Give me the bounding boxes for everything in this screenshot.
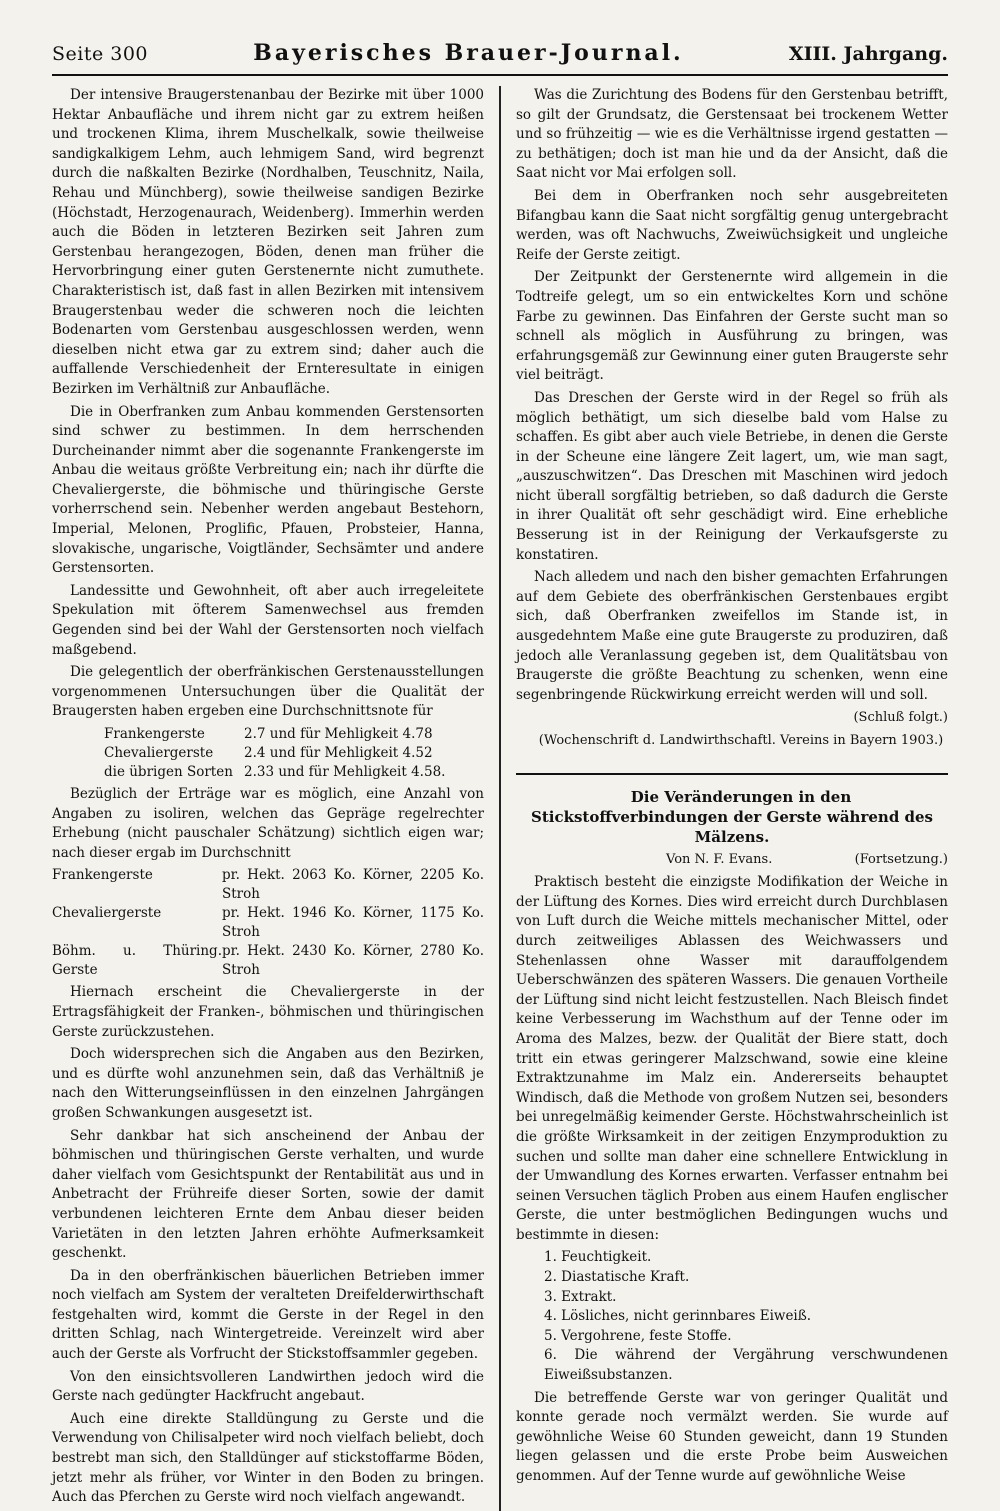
column-divider (499, 86, 501, 1511)
paragraph: Die in Oberfranken zum Anbau kommenden Gerstensorten sind schwer zu bestimmen. In dem herrschenden Durcheinander nimmt aber die sogenannte Frankengerste im Anbau die weitaus größte Verbreitung ein; nach ihr dürfte die Chevaliergerste, die böhmische und thüringische Gerste vorherrschend sein. Nebenher werden angebaut Bestehorn, Imperial, Melonen, Proglific, Pfauen, Probsteier, Hanna, slovakische, ungarische, Voigtländer, Sechsämter und andere Gerstensorten. (52, 403, 484, 577)
table-row: Böhm. u. Thüring. Gerste pr. Hekt. 2430 Ko. Körner, 2780 Ko. Stroh (52, 943, 484, 979)
table-row: die übrigen Sorten 2.33 und für Mehligkeit 4.58. (104, 764, 446, 780)
yield-table (52, 866, 484, 980)
paragraph: Praktisch besteht die einzigste Modifikation der Weiche in der Lüftung des Kornes. Dies wird erreicht durch Durchblasen von Luft durch die Weiche mittels mechanischer Mittel, oder durch zeitweiliges Ablassen des Weichwassers und Stehenlassen ohne Wasser mit darauffolgendem Ueberschwänzen des späteren Wassers. Die genauen Vortheile der Lüftung sind nicht leicht festzustellen. Nach Bleisch findet keine Verbesserung im Wachsthum auf der Tenne oder im Aroma des Malzes, bezw. der Qualität der Biere statt, doch tritt ein etwas geringerer Malzschwand, sowie eine kleine Extraktzunahme im Malz ein. Andererseits behauptet Windisch, daß die Methode von großem Nutzen sei, besonders bei unregelmäßig keimender Gerste. Höchstwahrscheinlich ist die größte Wirksamkeit in der zeitigen Enzymproduktion zu suchen und sollte man daher eine schnellere Entwicklung in der Umwandlung des Kornes erwarten. Verfasser entnahm bei seinen Versuchen täglich Proben aus einem Haufen englischer Gerste, die unter bestmöglichen Bedingungen wuchs und bestimmte in diesen: (516, 874, 948, 1243)
list-item: 1. Feuchtigkeit. (544, 1249, 652, 1266)
paragraph: Bei dem in Oberfranken noch sehr ausgebreiteten Bifangbau kann die Saat nicht sorgfältig genug untergebracht werden, was oft Nachwuchs, Zweiwüchsigkeit und ungleiche Reife der Gerste zeitigt. (516, 187, 948, 263)
paragraph: Von den einsichtsvolleren Landwirthen jedoch wird die Gerste nach gedüngter Hackfrucht angebaut. (52, 1368, 484, 1405)
paragraph: Sehr dankbar hat sich anscheinend der Anbau der böhmischen und thüringischen Gerste verhalten, und wurde daher vielfach vom Gesichtspunkt der Rentabilität aus und in Anbetracht der Frühreife dieser Sorten, sowie der damit verbundenen leichteren Ernte dem Anbau dieser beiden Varietäten in den letzten Jahren erhöhte Aufmerksamkeit geschenkt. (52, 1127, 484, 1262)
paragraph: Das Dreschen der Gerste wird in der Regel so früh als möglich bethätigt, um sich dieselbe bald vom Halse zu schaffen. Es gibt aber auch viele Betriebe, in denen die Gerste in der Scheune eine längere Zeit lagert, um, wie man sagt, „auszuschwitzen“. Das Dreschen mit Maschinen wird jedoch nicht überall sorgfältig betrieben, so daß dadurch die Gerste in ihrer Qualität oft sehr geschädigt wird. Eine erhebliche Besserung ist in der Reinigung der Verkaufsgerste zu konstatiren. (516, 389, 948, 563)
paragraph: Landessitte und Gewohnheit, oft aber auch irregeleitete Spekulation mit öfterem Samenwechsel aus fremden Gegenden sind bei der Wahl der Gerstensorten noch vielfach maßgebend. (52, 582, 484, 658)
page-header (52, 40, 948, 76)
paragraph: Nach alledem und nach den bisher gemachten Erfahrungen auf dem Gebiete des oberfränkischen Gerstenbaues ergibt sich, daß Oberfranken zweifellos im Stande ist, in ausgedehntem Maße eine gute Braugerste zu produziren, daß jedoch alle Veranlassung gegeben ist, dem Qualitätsbau von Braugerste die größte Beachtung zu schenken, wenn eine segenbringende Rückwirkung erreicht werden will und soll. (516, 569, 948, 703)
text-columns (52, 86, 948, 1511)
paragraph: Doch widersprechen sich die Angaben aus den Bezirken, und es dürfte wohl anzunehmen sein, daß das Verhältniß je nach den Witterungseinflüssen in den einzelnen Jahrgängen großen Schwankungen ausgesetzt ist. (52, 1046, 484, 1121)
list-item: 6. Die während der Vergährung verschwundenen Eiweißsubstanzen. (544, 1347, 948, 1384)
paragraph: Der intensive Braugerstenanbau der Bezirke mit über 1000 Hektar Anbaufläche und ihrem nicht gar zu extrem heißen und trockenen Klima, ihrem Muschelkalk, sowie theilweise sandigkalkigem Lehm, auch lehmigem Sand, wird begrenzt durch die naßkalten Bezirke (Nordhalben, Teuschnitz, Naila, Rehau und Münchberg), sowie theilweise sandigen Bezirke (Höchstadt, Herzogenaurach, Weidenberg). Immerhin werden auch die Böden in letzteren Bezirken seit Jahren zum Gerstenbau herangezogen, Böden, denen man früher die Hervorbringung einer guten Gerstenernte nicht zumuthete. Charakteristisch ist, daß fast in allen Bezirken mit intensivem Braugerstenbau weder die schweren noch die leichten Bodenarten vom Gerstenbau ausgeschlossen werden, wenn dieselben nicht etwa gar zu extrem sind; daher auch die auffallende Verschiedenheit der Ernteresultate in einigen Bezirken im Verhältniß zur Anbaufläche. (52, 87, 484, 397)
quality-notes-table (52, 725, 484, 782)
paragraph: Was die Zurichtung des Bodens für den Gerstenbau betrifft, so gilt der Grundsatz, die Gerstensaat bei trockenem Wetter und so frühzeitig — wie es die Verhältnisse irgend gestatten — zu bethätigen; doch ist man hie und da der Ansicht, daß die Saat nicht vor Mai erfolgen soll. (516, 87, 948, 182)
list-item: 5. Vergohrene, feste Stoffe. (544, 1327, 732, 1344)
left-column (52, 86, 484, 1511)
paragraph: Auch eine direkte Stalldüngung zu Gerste und die Verwendung von Chilisalpeter wird noch vielfach beliebt, doch bestrebt man sich, den Stalldünger auf stickstoffarme Böden, jetzt mehr als früher, vor Winter in den Boden zu bringen. Auch das Pferchen zu Gerste wird noch vielfach angewandt. (52, 1410, 484, 1506)
continuation-note: (Fortsetzung.) (854, 851, 948, 867)
paragraph: Bezüglich der Erträge war es möglich, eine Anzahl von Angaben zu isoliren, welchen das Gepräge regelrechter Erhebung (nicht pauschaler Schätzung) sichtlich eigen war; nach dieser ergab im Durchschnitt (52, 786, 484, 861)
article-separator (516, 773, 948, 775)
table-row: Frankengerste pr. Hekt. 2063 Ko. Körner, 2205 Ko. Stroh (52, 867, 484, 903)
to-be-continued: (Schluß folgt.) (853, 710, 948, 726)
paragraph: Hiernach erscheint die Chevaliergerste in der Ertragsfähigkeit der Franken-, böhmischen und thüringischen Gerste zurückzustehen. (52, 984, 484, 1040)
byline (516, 850, 948, 870)
paragraph: Die gelegentlich der oberfränkischen Gerstenausstellungen vorgenommenen Untersuchungen über die Qualität der Braugersten haben ergeben eine Durchschnittsnote für (52, 664, 484, 720)
list-item: 2. Diastatische Kraft. (544, 1269, 690, 1286)
volume-label: XIII. Jahrgang. (788, 43, 948, 65)
table-row: Chevaliergerste pr. Hekt. 1946 Ko. Körner, 1175 Ko. Stroh (52, 905, 484, 941)
article-title: Die Veränderungen in den Stickstoffverbindungen der Gerste während des Mälzens. (530, 787, 934, 846)
table-row: Chevaliergerste 2.4 und für Mehligkeit 4.52 (104, 745, 433, 761)
journal-title: Bayerisches Brauer-Journal. (253, 40, 684, 66)
author: Von N. F. Evans. (666, 851, 773, 867)
list-item: 3. Extrakt. (544, 1288, 617, 1305)
table-row: Frankengerste 2.7 und für Mehligkeit 4.78 (104, 726, 433, 742)
paragraph: Die betreffende Gerste war von geringer Qualität und konnte gerade noch vermälzt werden. Sie wurde auf gewöhnliche Weise 60 Stunden geweicht, dann 19 Stunden liegen gelassen und die erste Probe beim Ausweichen genommen. Auf der Tenne wurde auf gewöhnliche Weise (516, 1389, 948, 1484)
right-column (516, 86, 948, 1511)
page-number: Seite 300 (52, 43, 149, 65)
measurement-list (516, 1248, 948, 1385)
paragraph: Der Zeitpunkt der Gerstenernte wird allgemein in die Todtreife gelegt, um so ein entwickeltes Korn und schöne Farbe zu gewinnen. Das Einfahren der Gerste sucht man so schnell als möglich in Ausführung zu bringen, was erfahrungsgemäß zur Gewinnung einer guten Braugerste sehr viel beiträgt. (516, 269, 948, 384)
source-citation: (Wochenschrift d. Landwirthschaftl. Vereins in Bayern 1903.) (538, 733, 944, 748)
paragraph: Da in den oberfränkischen bäuerlichen Betrieben immer noch vielfach am System der veralteten Dreifelderwirthschaft festgehalten wird, kommt die Gerste in der Regel in den dritten Schlag, nach Wintergetreide. Vereinzelt wird aber auch der Gerste als Vorfrucht der Stickstoffsammler gegeben. (52, 1267, 484, 1363)
list-item: 4. Lösliches, nicht gerinnbares Eiweiß. (544, 1308, 812, 1325)
